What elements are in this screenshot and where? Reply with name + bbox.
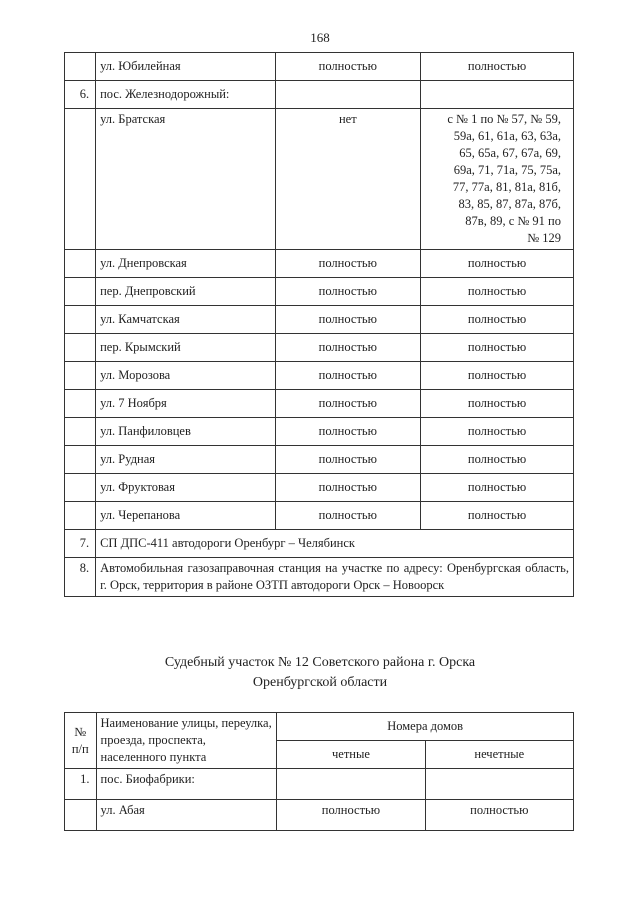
table-row: [65, 53, 574, 81]
odd-houses-list: [421, 109, 574, 250]
location-text: Автомобильная газозаправочная станция на участке по адресу: Оренбургская область, г. Орск, территория в районе ОЗТП автодороги Орск – Новоорск: [96, 558, 574, 597]
street-name: ул. Абая: [96, 800, 277, 831]
street-name: пер. Крымский: [96, 334, 275, 362]
odd-houses: полностью: [421, 502, 574, 530]
odd-houses: полностью: [421, 390, 574, 418]
table-row: [65, 109, 574, 250]
house-range-line: 65, 65а, 67, 67а, 69,: [459, 146, 561, 160]
even-houses: полностью: [275, 362, 421, 390]
even-houses: полностью: [275, 474, 421, 502]
street-name: пер. Днепровский: [96, 278, 275, 306]
house-range-line: 77, 77а, 81, 81а, 81б,: [452, 180, 561, 194]
section-title: [0, 653, 640, 693]
row-number: 1.: [65, 769, 97, 800]
street-name: ул. Панфиловцев: [96, 418, 275, 446]
even-houses: нет: [275, 109, 421, 250]
table-row: [65, 446, 574, 474]
table-row: [65, 334, 574, 362]
table-row: [65, 769, 574, 800]
odd-houses: полностью: [421, 334, 574, 362]
header-name: Наименование улицы, переулка, проезда, проспекта, населенного пункта: [96, 713, 277, 769]
address-table: [64, 52, 574, 597]
street-name: ул. Фруктовая: [96, 474, 275, 502]
row-number: 7.: [65, 530, 96, 558]
street-name: ул. Черепанова: [96, 502, 275, 530]
even-houses: полностью: [275, 306, 421, 334]
table-row: [65, 418, 574, 446]
house-range-line: 59а, 61, 61а, 63, 63а,: [453, 129, 561, 143]
even-houses: полностью: [277, 800, 425, 831]
odd-houses: полностью: [425, 800, 573, 831]
settlement-name: пос. Железнодорожный:: [96, 81, 275, 109]
odd-houses: [421, 81, 574, 109]
even-houses: полностью: [275, 502, 421, 530]
house-range-line: 83, 85, 87, 87а, 87б,: [458, 197, 561, 211]
house-range-line: с № 1 по № 57, № 59,: [447, 112, 561, 126]
header-odd: нечетные: [425, 741, 573, 769]
odd-houses: полностью: [421, 53, 574, 81]
odd-houses: полностью: [421, 362, 574, 390]
table-row: [65, 474, 574, 502]
even-houses: полностью: [275, 390, 421, 418]
address-table-2: [64, 712, 574, 831]
street-name: ул. Камчатская: [96, 306, 275, 334]
even-houses: полностью: [275, 334, 421, 362]
table-row: [65, 530, 574, 558]
header-row: [65, 713, 574, 741]
table-row: [65, 306, 574, 334]
odd-houses: полностью: [421, 446, 574, 474]
even-houses: полностью: [275, 278, 421, 306]
table-row: [65, 558, 574, 597]
header-houses: Номера домов: [277, 713, 574, 741]
row-number: [65, 53, 96, 81]
house-range-line: 69а, 71, 71а, 75, 75а,: [453, 163, 561, 177]
row-number: 6.: [65, 81, 96, 109]
house-range-line: 87в, 89, с № 91 по: [465, 214, 561, 228]
street-name: ул. Днепровская: [96, 250, 275, 278]
street-name: ул. 7 Ноября: [96, 390, 275, 418]
street-name: ул. Рудная: [96, 446, 275, 474]
street-name: ул. Морозова: [96, 362, 275, 390]
street-name: ул. Братская: [96, 109, 275, 250]
row-number: 8.: [65, 558, 96, 597]
table-row: [65, 250, 574, 278]
settlement-name: пос. Биофабрики:: [96, 769, 277, 800]
header-even: четные: [277, 741, 425, 769]
odd-houses: полностью: [421, 250, 574, 278]
table-row: [65, 502, 574, 530]
even-houses: полностью: [275, 53, 421, 81]
page-number: 168: [310, 30, 330, 45]
even-houses: полностью: [275, 250, 421, 278]
even-houses: полностью: [275, 446, 421, 474]
table-row: [65, 800, 574, 831]
even-houses: [275, 81, 421, 109]
table-row: [65, 81, 574, 109]
section-title-line: Судебный участок № 12 Советского района г. Орска: [164, 655, 476, 670]
table-row: [65, 362, 574, 390]
location-text: СП ДПС-411 автодороги Оренбург – Челябинск: [96, 530, 574, 558]
odd-houses: полностью: [421, 278, 574, 306]
odd-houses: полностью: [421, 474, 574, 502]
odd-houses: полностью: [421, 418, 574, 446]
table-row: [65, 278, 574, 306]
house-range-line: № 129: [527, 231, 561, 245]
odd-houses: полностью: [421, 306, 574, 334]
header-num: № п/п: [65, 713, 97, 769]
table-row: [65, 390, 574, 418]
even-houses: полностью: [275, 418, 421, 446]
street-name: ул. Юбилейная: [96, 53, 275, 81]
section-title-line: Оренбургской области: [252, 675, 388, 690]
